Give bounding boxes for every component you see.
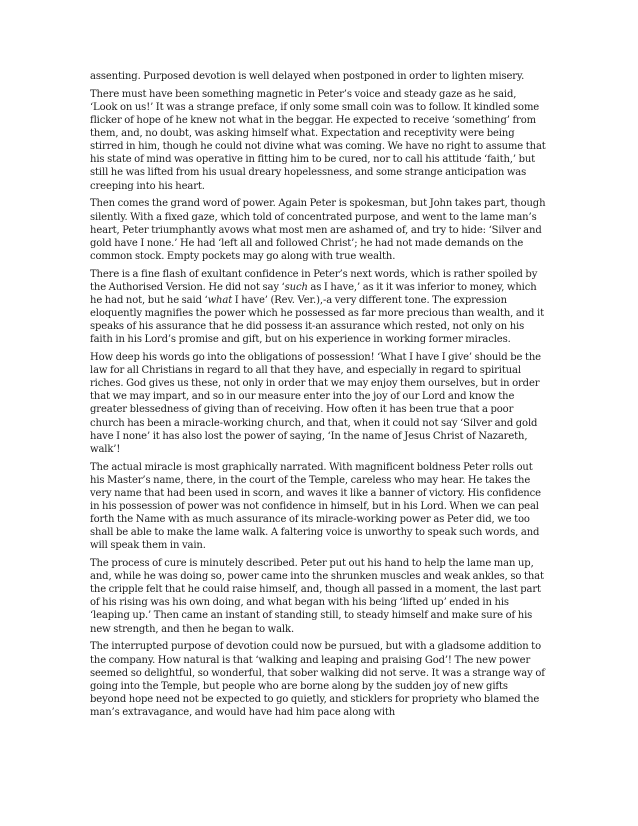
paragraph-4-text-b: as I have,’ as it it was inferior to money, which he had not, but he said ‘ [90,281,537,306]
paragraph-1 [90,70,546,83]
paragraph-5 [90,351,546,456]
paragraph-4-italic-what: what [207,294,233,306]
document-page [90,70,546,724]
paragraph-2 [90,88,546,193]
paragraph-4-text-a: There is a fine flash of exultant confidence in Peter’s next words, which is rather spoiled by the Authorised Version. He did not say ‘ [90,268,538,293]
paragraph-4-italic-such: such [284,281,308,293]
paragraph-3-text: Then comes the grand word of power. Again Peter is spokesman, but John takes part, though silently. With a fixed gaze, which told of concentrated purpose, and went to the lame man’s heart, Peter triumphantly avows what most men are ashamed of, and try to hide: ‘Silver and gold have I none.’ He had ‘left all and followed Christ’; he had not made demands on the common stock. Empty pockets may go along with true wealth. [90,198,546,262]
paragraph-1-text: assenting. Purposed devotion is well delayed when postponed in order to lighten misery. [90,71,525,82]
paragraph-8-text: The interrupted purpose of devotion could now be pursued, but with a gladsome addition to the company. How natural is that ‘walking and leaping and praising God’! The new power seemed so delightful, so wonderful, that sober walking did not serve. It was a strange way of going into the Temple, but people who are borne along by the sudden joy of new gifts beyond hope need not be expected to go quietly, and sticklers for propriety who blamed the man’s extravagance, and would have had him pace along with [90,641,545,718]
paragraph-7 [90,557,546,636]
paragraph-4-text-c: I have’ (Rev. Ver.),-a very different tone. The expression eloquently magnifies the power which he possessed as far more precious than wealth, and it speaks of his assurance that he did possess it-an assurance which rested, not only on his faith in his Lord’s promise and gift, but on his experience in working former miracles. [90,294,544,346]
paragraph-6-text: The actual miracle is most graphically narrated. With magnificent boldness Peter rolls out his Master’s name, there, in the court of the Temple, careless who may hear. He takes the very name that had been used in scorn, and waves it like a banner of victory. His confidence in his possession of power was not confidence in himself, but in his Lord. When we can peal forth the Name with as much assurance of its miracle-working power as Peter did, we too shall be able to make the lame walk. A faltering voice is unworthy to speak such words, and will speak them in vain. [90,461,541,552]
paragraph-7-text: The process of cure is minutely described. Peter put out his hand to help the lame man up, and, while he was doing so, power came into the shrunken muscles and weak ankles, so that the cripple felt that he could raise himself, and, though all passed in a moment, the last part of his rising was his own doing, and what began with his being ‘lifted up’ ended in his ‘leaping up.’ Then came an instant of standing still, to steady himself and make sure of his new strength, and then he began to walk. [90,558,544,635]
paragraph-8 [90,640,546,719]
paragraph-6 [90,461,546,553]
paragraph-5-text: How deep his words go into the obligations of possession! ‘What I have I give’ should be the law for all Christians in regard to all that they have, and especially in regard to spiritual riches. God gives us these, not only in order that we may enjoy them ourselves, but in order that we may impart, and so in our measure enter into the joy of our Lord and know the greater blessedness of giving than of receiving. How often it has been true that a poor church has been a miracle-working church, and that, when it could not say ‘Silver and gold have I none’ it has also lost the power of saying, ‘In the name of Jesus Christ of Nazareth, walk’! [90,352,541,455]
paragraph-3 [90,197,546,262]
paragraph-4 [90,268,546,347]
paragraph-2-text: There must have been something magnetic in Peter’s voice and steady gaze as he said, ‘Look on us!’ It was a strange preface, if only some small coin was to follow. It kindled some flicker of hope of he knew not what in the beggar. He expected to receive ‘something’ from them, and, no doubt, was asking himself what. Expectation and receptivity were being stirred in him, though he could not divine what was coming. We have no right to assume that his state of mind was operative in fitting him to be cured, nor to call his attitude ‘faith,’ but still he was lifted from his usual dreary hopelessness, and some strange anticipation was creeping into his heart. [90,88,546,192]
